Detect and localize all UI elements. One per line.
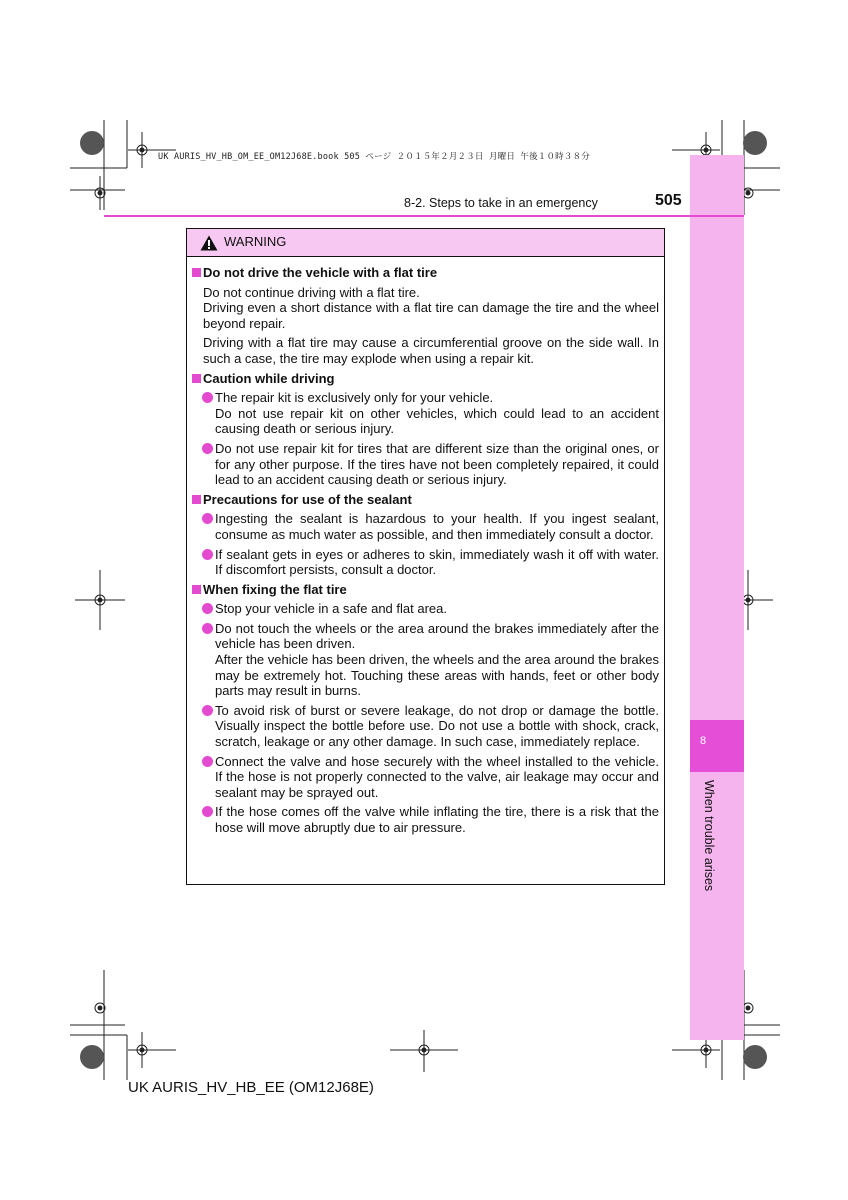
bullet-text: To avoid risk of burst or severe leakage, do not drop or damage the bottle. Visually inspect the bottle before use. Do not use a bottle with shock, crack, scratch, leakage or any other damage. In such case, immediately replace. bbox=[215, 702, 659, 750]
warning-bullet-item bbox=[202, 441, 659, 488]
warning-box bbox=[186, 228, 665, 885]
square-bullet-icon bbox=[192, 585, 201, 594]
round-bullet-icon bbox=[202, 806, 213, 817]
warning-section-heading bbox=[191, 265, 659, 281]
warning-section-heading bbox=[191, 492, 659, 508]
chapter-number: 8 bbox=[700, 735, 707, 747]
warning-bullet-item bbox=[202, 621, 659, 699]
bullet-text: If the hose comes off the valve while inflating the tire, there is a risk that the hose will move abruptly due to air pressure. bbox=[215, 804, 659, 835]
warning-bullet-item bbox=[202, 754, 659, 801]
warning-section-heading bbox=[191, 582, 659, 598]
round-bullet-icon bbox=[202, 705, 213, 716]
chapter-title: When trouble arises bbox=[702, 780, 716, 892]
section-heading-text: When fixing the flat tire bbox=[203, 581, 347, 597]
warning-paragraph: Driving with a flat tire may cause a circumferential groove on the side wall. In such a case, the tire may explode when using a repair kit. bbox=[203, 335, 659, 366]
section-title: 8-2. Steps to take in an emergency bbox=[404, 196, 598, 210]
round-bullet-icon bbox=[202, 443, 213, 454]
round-bullet-icon bbox=[202, 392, 213, 403]
warning-bullet-item bbox=[202, 601, 659, 617]
warning-paragraph: Do not continue driving with a flat tire. Driving even a short distance with a flat tire can damage the tire and the wheel beyond repair. bbox=[203, 284, 659, 331]
warning-bullet-item bbox=[202, 703, 659, 750]
bullet-text: If sealant gets in eyes or adheres to skin, immediately wash it off with water. If discomfort persists, consult a doctor. bbox=[215, 546, 659, 578]
square-bullet-icon bbox=[192, 268, 201, 277]
round-bullet-icon bbox=[202, 756, 213, 767]
round-bullet-icon bbox=[202, 603, 213, 614]
round-bullet-icon bbox=[202, 549, 213, 560]
warning-header bbox=[187, 229, 664, 257]
warning-label: WARNING bbox=[224, 234, 287, 249]
section-heading-text: Caution while driving bbox=[203, 370, 335, 386]
warning-bullet-item bbox=[202, 547, 659, 578]
bullet-text: Do not use repair kit for tires that are different size than the original ones, or for any other purpose. If the tires have not been completely repaired, it could lead to an accident causing death or serious injury. bbox=[215, 440, 659, 488]
print-header: UK AURIS_HV_HB_OM_EE_OM12J68E.book 505 ページ ２０１５年２月２３日 月曜日 午後１０時３８分 bbox=[158, 152, 590, 162]
round-bullet-icon bbox=[202, 513, 213, 524]
warning-body bbox=[191, 265, 659, 840]
round-bullet-icon bbox=[202, 623, 213, 634]
chapter-number-tab[interactable] bbox=[690, 720, 744, 772]
header-rule bbox=[104, 215, 744, 217]
warning-section-heading bbox=[191, 371, 659, 387]
warning-bullet-item bbox=[202, 511, 659, 542]
bullet-text: Ingesting the sealant is hazardous to your health. If you ingest sealant, consume as much water as possible, and then immediately consult a doctor. bbox=[215, 511, 659, 542]
warning-bullet-item bbox=[202, 804, 659, 835]
warning-triangle-icon bbox=[200, 235, 218, 251]
section-heading-text: Do not drive the vehicle with a flat tire bbox=[203, 265, 438, 280]
bullet-text: Stop your vehicle in a safe and flat area. bbox=[215, 601, 447, 617]
bullet-text: Connect the valve and hose securely with the wheel installed to the vehicle. If the hose is not properly connected to the valve, air leakage may occur and sealant may be sprayed out. bbox=[215, 753, 659, 800]
section-heading-text: Precautions for use of the sealant bbox=[203, 491, 412, 507]
footer-text: UK AURIS_HV_HB_EE (OM12J68E) bbox=[128, 1079, 374, 1096]
bullet-text: The repair kit is exclusively only for your vehicle. Do not use repair kit on other vehicles, which could lead to an accident causing death or serious injury. bbox=[215, 390, 659, 437]
warning-bullet-item bbox=[202, 390, 659, 437]
square-bullet-icon bbox=[192, 374, 201, 383]
page-number: 505 bbox=[655, 192, 682, 209]
square-bullet-icon bbox=[192, 495, 201, 504]
bullet-text: Do not touch the wheels or the area around the brakes immediately after the vehicle has been driven. After the vehicle has been driven, the wheels and the area around the brakes may be extremely hot. Touching these areas with hands, feet or other body parts may result in burns. bbox=[215, 620, 659, 699]
